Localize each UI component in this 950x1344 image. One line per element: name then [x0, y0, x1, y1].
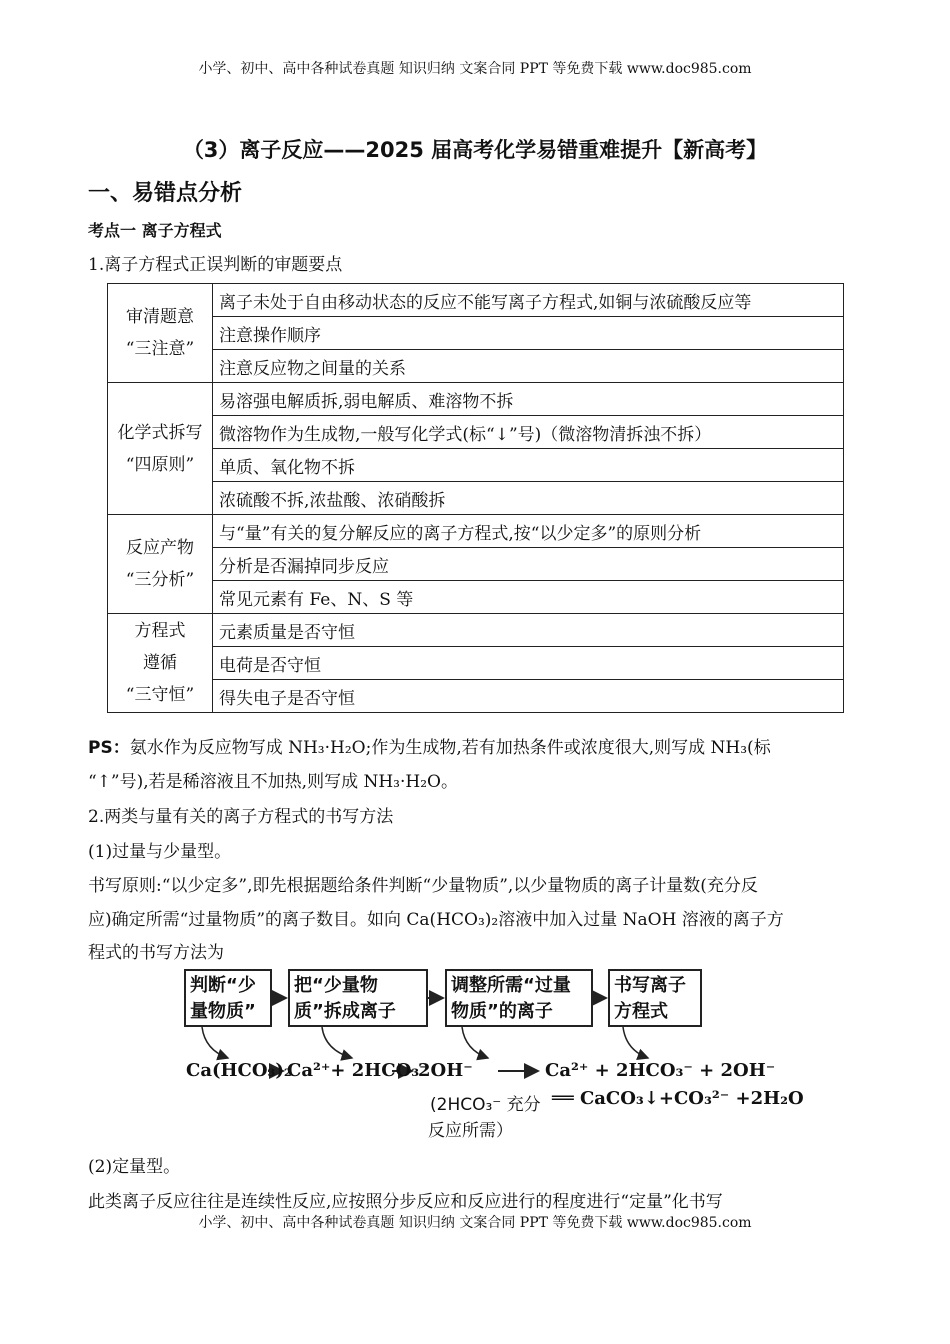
section-heading: 一、易错点分析 — [88, 181, 243, 206]
item-1-heading: 1.离子方程式正误判断的审题要点 — [88, 255, 343, 275]
flow-box-1: 判断“少量物质” — [184, 969, 272, 1027]
principle-line-3: 程式的书写方法为 — [88, 943, 224, 963]
table-rule: 易溶强电解质拆,弱电解质、难溶物不拆 — [213, 383, 844, 416]
flow-note-line-1: (2HCO₃⁻ 充分 — [430, 1095, 541, 1115]
table-rule: 分析是否漏掉同步反应 — [213, 548, 844, 581]
flow-step-2: Ca²⁺+ 2HCO₃⁻ — [287, 1060, 429, 1081]
flow-box-3: 调整所需“过量物质”的离子 — [445, 969, 593, 1027]
principle-line-1: 书写原则:“以少定多”,即先根据题给条件判断“少量物质”,以少量物质的离子计量数(充分反 — [88, 876, 758, 896]
table-rule: 注意反应物之间量的关系 — [213, 350, 844, 383]
table-rule: 电荷是否守恒 — [213, 647, 844, 680]
table-rule: 浓硫酸不拆,浓盐酸、浓硝酸拆 — [213, 482, 844, 515]
flow-product: ══ CaCO₃↓+CO₃²⁻ +2H₂O — [552, 1088, 804, 1109]
table-rule: 元素质量是否守恒 — [213, 614, 844, 647]
table-rule: 注意操作顺序 — [213, 317, 844, 350]
table-category: 审清题意 “三注意” — [108, 284, 213, 383]
flow-step-1: Ca(HCO₃)₂ — [186, 1060, 292, 1081]
item-2-1-heading: (1)过量与少量型。 — [88, 842, 232, 862]
table-category: 反应产物 “三分析” — [108, 515, 213, 614]
ps-label: PS： — [88, 738, 130, 758]
flow-step-3: 2OH⁻ — [418, 1060, 473, 1081]
table-category: 方程式 遵循 “三守恒” — [108, 614, 213, 713]
ps-note-line-1: PS：氨水作为反应物写成 NH₃·H₂O;作为生成物,若有加热条件或浓度很大,则写成 NH₃(标 — [88, 738, 771, 758]
table-rule: 与“量”有关的复分解反应的离子方程式,按“以少定多”的原则分析 — [213, 515, 844, 548]
page-header: 小学、初中、高中各种试卷真题 知识归纳 文案合同 PPT 等免费下载 www.doc985.com — [198, 61, 752, 77]
ps-note-line-2: “↑”号),若是稀溶液且不加热,则写成 NH₃·H₂O。 — [88, 772, 458, 792]
flow-step-4: Ca²⁺ + 2HCO₃⁻ + 2OH⁻ — [545, 1060, 776, 1081]
flow-box-2: 把“少量物质”拆成离子 — [288, 969, 428, 1027]
page-footer: 小学、初中、高中各种试卷真题 知识归纳 文案合同 PPT 等免费下载 www.doc985.com — [198, 1215, 752, 1231]
table-rule: 常见元素有 Fe、N、S 等 — [213, 581, 844, 614]
principle-line-2: 应)确定所需“过量物质”的离子数目。如向 Ca(HCO₃)₂溶液中加入过量 NaOH 溶液的离子方 — [88, 910, 784, 930]
table-rule: 离子未处于自由移动状态的反应不能写离子方程式,如铜与浓硫酸反应等 — [213, 284, 844, 317]
subsection-heading: 考点一 离子方程式 — [88, 221, 222, 240]
table-rule: 得失电子是否守恒 — [213, 680, 844, 713]
table-category: 化学式拆写 “四原则” — [108, 383, 213, 515]
item-2-heading: 2.两类与量有关的离子方程式的书写方法 — [88, 807, 394, 827]
table-rule: 单质、氧化物不拆 — [213, 449, 844, 482]
flow-note-line-2: 反应所需） — [428, 1121, 513, 1141]
table-rule: 微溶物作为生成物,一般写化学式(标“↓”号)（微溶物清拆浊不拆） — [213, 416, 844, 449]
page-title: （3）离子反应——2025 届高考化学易错重难提升【新高考】 — [182, 138, 768, 162]
item-2-2-heading: (2)定量型。 — [88, 1157, 181, 1177]
last-line: 此类离子反应往往是连续性反应,应按照分步反应和反应进行的程度进行“定量”化书写 — [88, 1192, 723, 1212]
flow-box-4: 书写离子方程式 — [608, 969, 702, 1027]
